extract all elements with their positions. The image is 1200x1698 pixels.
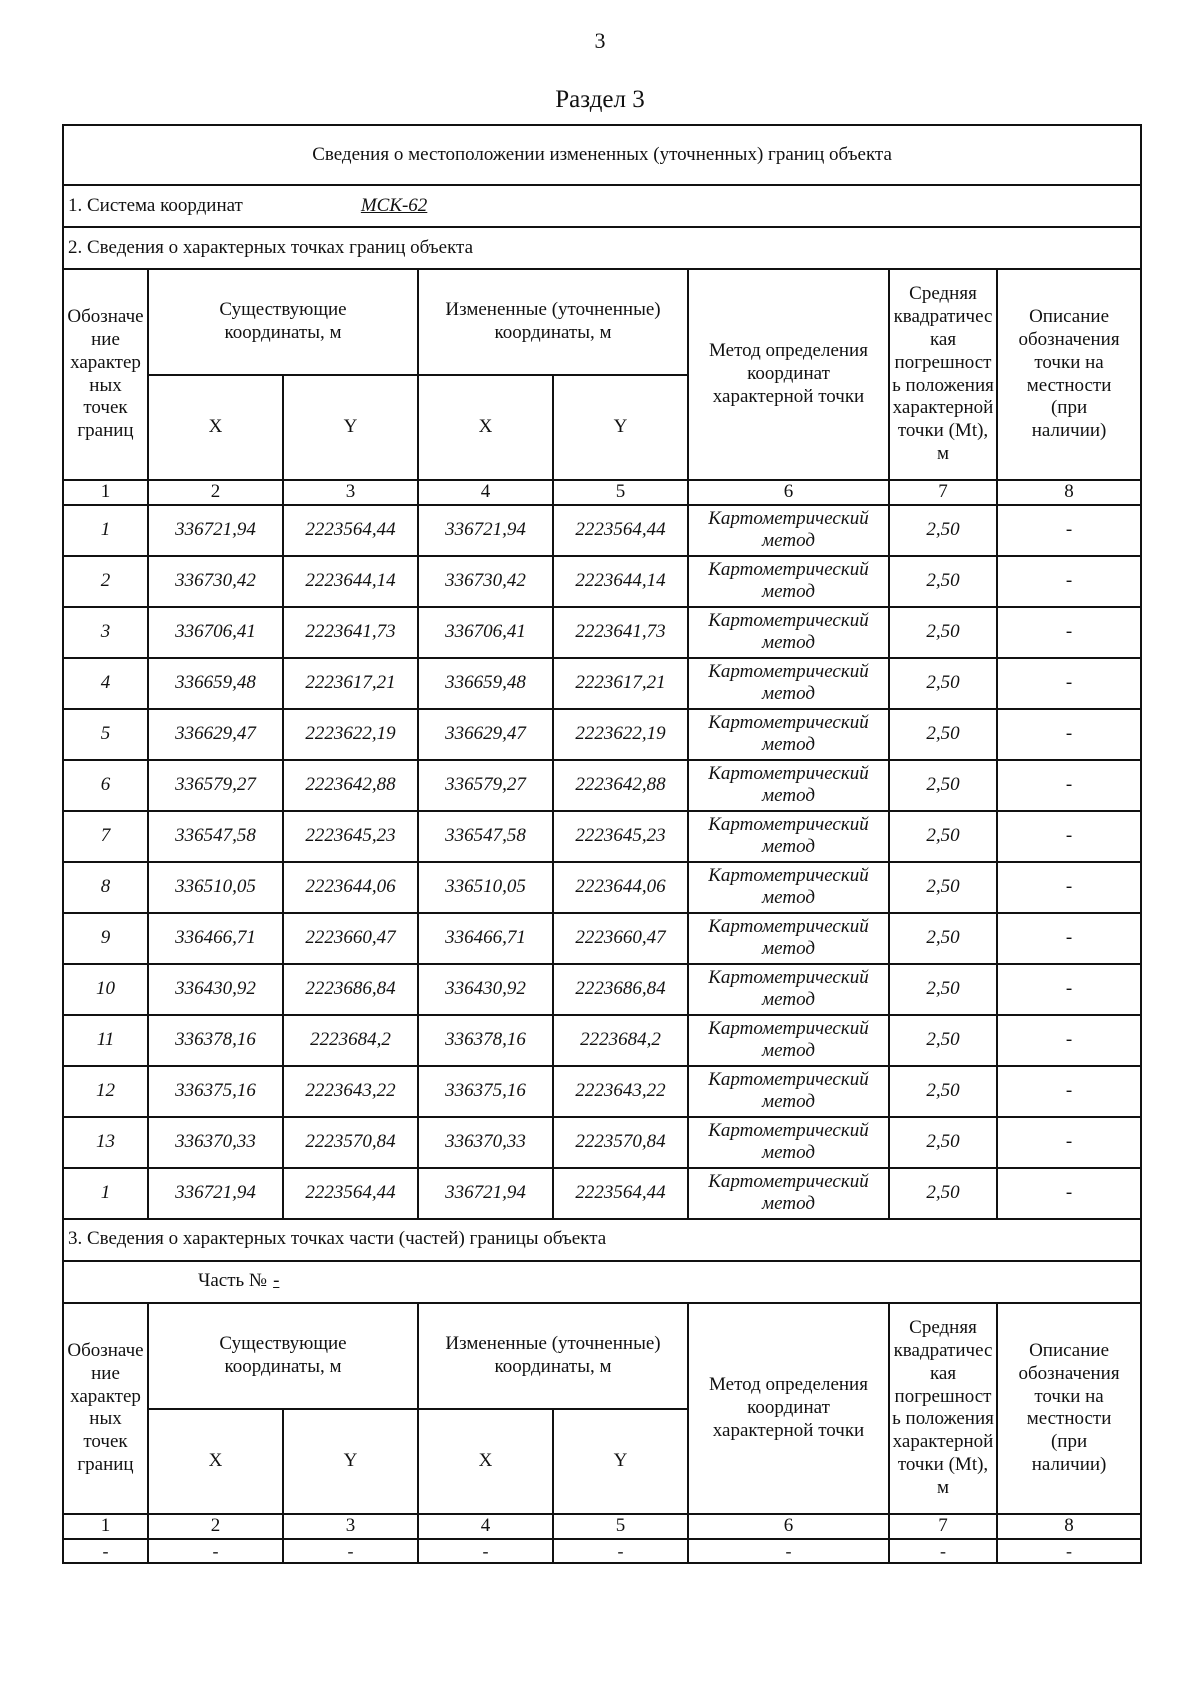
header-description: Описание обозначения точки на местности (при наличии) xyxy=(997,269,1141,480)
header-x-existing: X xyxy=(148,375,283,480)
description: - xyxy=(997,607,1141,658)
column-number: 1 xyxy=(63,480,148,505)
existing-y: 2223644,14 xyxy=(283,556,418,607)
header-changed-coords: Измененные (уточненные) координаты, м xyxy=(418,1303,688,1409)
part-number-label: Часть № xyxy=(198,1270,268,1292)
existing-x: 336378,16 xyxy=(148,1015,283,1066)
existing-y: 2223644,06 xyxy=(283,862,418,913)
changed-x: 336370,33 xyxy=(418,1117,553,1168)
point-number: 8 xyxy=(63,862,148,913)
method: Картометрический метод xyxy=(688,1117,889,1168)
table-row xyxy=(63,1168,1141,1219)
changed-y: 2223644,06 xyxy=(553,862,688,913)
column-number: 2 xyxy=(148,480,283,505)
boundary-table xyxy=(62,124,1142,1564)
table-row xyxy=(63,913,1141,964)
mean-error: 2,50 xyxy=(889,913,997,964)
changed-x: 336579,27 xyxy=(418,760,553,811)
description: - xyxy=(997,658,1141,709)
method: Картометрический метод xyxy=(688,505,889,556)
description: - xyxy=(997,1168,1141,1219)
description: - xyxy=(997,1015,1141,1066)
coordinate-system-label: 1. Система координат xyxy=(68,194,243,216)
header-y-changed: Y xyxy=(553,375,688,480)
point-number: 12 xyxy=(63,1066,148,1117)
description: - xyxy=(997,505,1141,556)
existing-x: 336706,41 xyxy=(148,607,283,658)
existing-x: 336375,16 xyxy=(148,1066,283,1117)
changed-y: 2223570,84 xyxy=(553,1117,688,1168)
existing-y: 2223645,23 xyxy=(283,811,418,862)
table-row xyxy=(63,505,1141,556)
part-cell: - xyxy=(148,1539,283,1563)
existing-x: 336466,71 xyxy=(148,913,283,964)
table-row xyxy=(63,964,1141,1015)
changed-y: 2223617,21 xyxy=(553,658,688,709)
method: Картометрический метод xyxy=(688,862,889,913)
description: - xyxy=(997,862,1141,913)
changed-y: 2223622,19 xyxy=(553,709,688,760)
description: - xyxy=(997,556,1141,607)
point-number: 6 xyxy=(63,760,148,811)
method: Картометрический метод xyxy=(688,658,889,709)
coordinate-system-row xyxy=(63,185,1141,227)
header-method: Метод определения координат характерной точки xyxy=(688,269,889,480)
description: - xyxy=(997,811,1141,862)
method: Картометрический метод xyxy=(688,811,889,862)
method: Картометрический метод xyxy=(688,964,889,1015)
description: - xyxy=(997,760,1141,811)
column-number: 3 xyxy=(283,480,418,505)
changed-x: 336730,42 xyxy=(418,556,553,607)
table-row xyxy=(63,862,1141,913)
changed-x: 336547,58 xyxy=(418,811,553,862)
header-x-changed: X xyxy=(418,375,553,480)
existing-y: 2223570,84 xyxy=(283,1117,418,1168)
coordinate-system-value: МСК-62 xyxy=(360,194,428,216)
table-row xyxy=(63,760,1141,811)
mean-error: 2,50 xyxy=(889,862,997,913)
column-number: 5 xyxy=(553,480,688,505)
header-point-designation: Обозначе ние характер ных точек границ xyxy=(63,1303,148,1514)
mean-error: 2,50 xyxy=(889,556,997,607)
description: - xyxy=(997,1066,1141,1117)
part-cell: - xyxy=(553,1539,688,1563)
existing-y: 2223686,84 xyxy=(283,964,418,1015)
table-row xyxy=(63,1117,1141,1168)
point-number: 5 xyxy=(63,709,148,760)
column-number: 2 xyxy=(148,1514,283,1539)
points-section-label: 2. Сведения о характерных точках границ объекта xyxy=(63,227,1141,269)
point-number: 1 xyxy=(63,505,148,556)
point-number: 7 xyxy=(63,811,148,862)
description: - xyxy=(997,709,1141,760)
point-number: 3 xyxy=(63,607,148,658)
mean-error: 2,50 xyxy=(889,1015,997,1066)
changed-x: 336466,71 xyxy=(418,913,553,964)
existing-y: 2223643,22 xyxy=(283,1066,418,1117)
changed-x: 336629,47 xyxy=(418,709,553,760)
part-cell: - xyxy=(889,1539,997,1563)
column-number: 6 xyxy=(688,480,889,505)
changed-y: 2223686,84 xyxy=(553,964,688,1015)
header-point-designation: Обозначе ние характер ных точек границ xyxy=(63,269,148,480)
header-mean-error: Средняя квадратичес кая погрешност ь положения характерной точки (Mt), м xyxy=(889,1303,997,1514)
changed-x: 336430,92 xyxy=(418,964,553,1015)
mean-error: 2,50 xyxy=(889,1117,997,1168)
header-method: Метод определения координат характерной точки xyxy=(688,1303,889,1514)
column-number: 3 xyxy=(283,1514,418,1539)
changed-y: 2223660,47 xyxy=(553,913,688,964)
point-number: 10 xyxy=(63,964,148,1015)
table-row xyxy=(63,1066,1141,1117)
changed-y: 2223564,44 xyxy=(553,1168,688,1219)
method: Картометрический метод xyxy=(688,1066,889,1117)
changed-y: 2223645,23 xyxy=(553,811,688,862)
column-number: 8 xyxy=(997,1514,1141,1539)
existing-y: 2223642,88 xyxy=(283,760,418,811)
existing-y: 2223641,73 xyxy=(283,607,418,658)
existing-x: 336659,48 xyxy=(148,658,283,709)
mean-error: 2,50 xyxy=(889,607,997,658)
method: Картометрический метод xyxy=(688,760,889,811)
existing-x: 336730,42 xyxy=(148,556,283,607)
changed-x: 336706,41 xyxy=(418,607,553,658)
existing-y: 2223622,19 xyxy=(283,709,418,760)
table-row xyxy=(63,607,1141,658)
mean-error: 2,50 xyxy=(889,658,997,709)
point-number: 11 xyxy=(63,1015,148,1066)
changed-y: 2223564,44 xyxy=(553,505,688,556)
existing-y: 2223564,44 xyxy=(283,1168,418,1219)
existing-x: 336721,94 xyxy=(148,1168,283,1219)
parts-section-label: 3. Сведения о характерных точках части (частей) границы объекта xyxy=(63,1219,1141,1261)
table-row xyxy=(63,1015,1141,1066)
mean-error: 2,50 xyxy=(889,964,997,1015)
page-number: 3 xyxy=(594,28,606,53)
existing-y: 2223617,21 xyxy=(283,658,418,709)
existing-x: 336721,94 xyxy=(148,505,283,556)
table-row xyxy=(63,709,1141,760)
point-number: 4 xyxy=(63,658,148,709)
mean-error: 2,50 xyxy=(889,505,997,556)
mean-error: 2,50 xyxy=(889,709,997,760)
mean-error: 2,50 xyxy=(889,1066,997,1117)
changed-x: 336659,48 xyxy=(418,658,553,709)
changed-y: 2223643,22 xyxy=(553,1066,688,1117)
column-number: 8 xyxy=(997,480,1141,505)
changed-x: 336721,94 xyxy=(418,505,553,556)
changed-y: 2223684,2 xyxy=(553,1015,688,1066)
mean-error: 2,50 xyxy=(889,1168,997,1219)
column-number: 7 xyxy=(889,480,997,505)
part-cell: - xyxy=(63,1539,148,1563)
existing-x: 336547,58 xyxy=(148,811,283,862)
method: Картометрический метод xyxy=(688,913,889,964)
point-number: 9 xyxy=(63,913,148,964)
header-y-existing: Y xyxy=(283,1409,418,1514)
header-y-existing: Y xyxy=(283,375,418,480)
method: Картометрический метод xyxy=(688,709,889,760)
table-row xyxy=(63,658,1141,709)
header-existing-coords: Существующие координаты, м xyxy=(148,269,418,375)
method: Картометрический метод xyxy=(688,556,889,607)
header-changed-coords: Измененные (уточненные) координаты, м xyxy=(418,269,688,375)
table-row xyxy=(63,1539,1141,1563)
existing-y: 2223660,47 xyxy=(283,913,418,964)
header-description: Описание обозначения точки на местности (при наличии) xyxy=(997,1303,1141,1514)
method: Картометрический метод xyxy=(688,1168,889,1219)
description: - xyxy=(997,913,1141,964)
changed-x: 336510,05 xyxy=(418,862,553,913)
column-number: 4 xyxy=(418,1514,553,1539)
part-number-row xyxy=(63,1261,1141,1303)
mean-error: 2,50 xyxy=(889,760,997,811)
column-number: 4 xyxy=(418,480,553,505)
existing-x: 336510,05 xyxy=(148,862,283,913)
part-cell: - xyxy=(997,1539,1141,1563)
changed-y: 2223644,14 xyxy=(553,556,688,607)
changed-x: 336721,94 xyxy=(418,1168,553,1219)
section-title: Раздел 3 xyxy=(555,86,645,113)
part-number-value: - xyxy=(273,1270,280,1292)
part-cell: - xyxy=(283,1539,418,1563)
column-number: 7 xyxy=(889,1514,997,1539)
method: Картометрический метод xyxy=(688,607,889,658)
part-cell: - xyxy=(688,1539,889,1563)
changed-x: 336378,16 xyxy=(418,1015,553,1066)
table-row xyxy=(63,556,1141,607)
header-existing-coords: Существующие координаты, м xyxy=(148,1303,418,1409)
changed-x: 336375,16 xyxy=(418,1066,553,1117)
existing-x: 336629,47 xyxy=(148,709,283,760)
existing-x: 336430,92 xyxy=(148,964,283,1015)
column-number: 6 xyxy=(688,1514,889,1539)
header-y-changed: Y xyxy=(553,1409,688,1514)
point-number: 1 xyxy=(63,1168,148,1219)
mean-error: 2,50 xyxy=(889,811,997,862)
header-mean-error: Средняя квадратичес кая погрешност ь положения характерной точки (Mt), м xyxy=(889,269,997,480)
existing-x: 336579,27 xyxy=(148,760,283,811)
header-x-existing: X xyxy=(148,1409,283,1514)
description: - xyxy=(997,1117,1141,1168)
point-number: 2 xyxy=(63,556,148,607)
existing-x: 336370,33 xyxy=(148,1117,283,1168)
point-number: 13 xyxy=(63,1117,148,1168)
existing-y: 2223684,2 xyxy=(283,1015,418,1066)
header-x-changed: X xyxy=(418,1409,553,1514)
changed-y: 2223642,88 xyxy=(553,760,688,811)
table-row xyxy=(63,811,1141,862)
part-cell: - xyxy=(418,1539,553,1563)
method: Картометрический метод xyxy=(688,1015,889,1066)
table-title: Сведения о местоположении измененных (уточненных) границ объекта xyxy=(63,125,1141,185)
column-number: 5 xyxy=(553,1514,688,1539)
column-number: 1 xyxy=(63,1514,148,1539)
existing-y: 2223564,44 xyxy=(283,505,418,556)
description: - xyxy=(997,964,1141,1015)
changed-y: 2223641,73 xyxy=(553,607,688,658)
